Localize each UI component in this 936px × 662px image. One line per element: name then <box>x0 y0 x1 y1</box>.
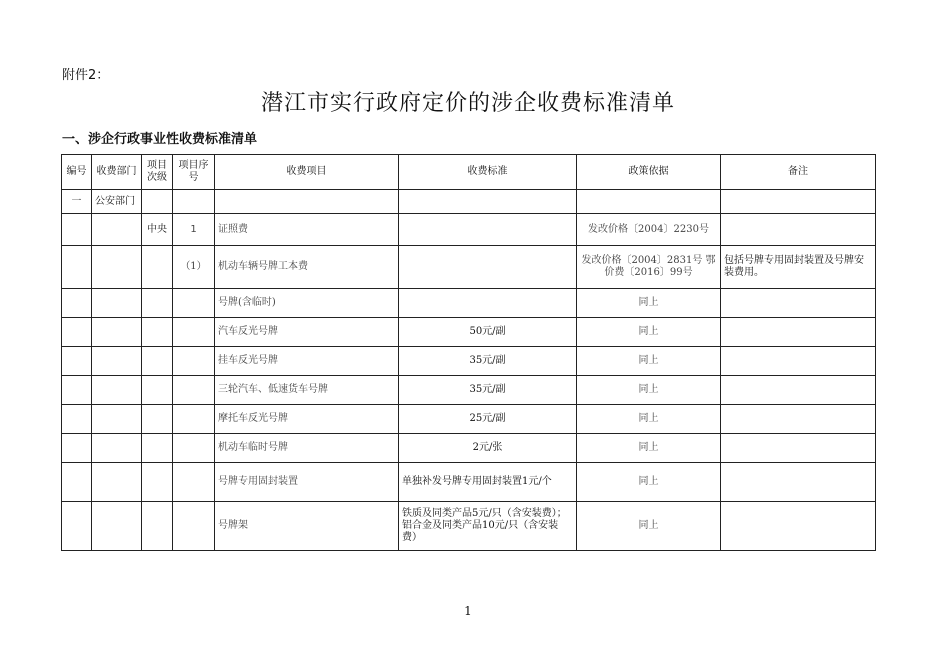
cell-level <box>142 190 173 214</box>
cell-level <box>142 434 173 463</box>
cell-no <box>62 502 92 551</box>
cell-standard: 单独补发号牌专用固封装置1元/个 <box>399 463 577 502</box>
cell-dept <box>92 289 142 318</box>
cell-note: 包括号牌专用固封装置及号牌安装费用。 <box>721 246 876 289</box>
cell-level <box>142 376 173 405</box>
table-row <box>62 405 876 434</box>
column-header-basis: 政策依据 <box>577 155 721 190</box>
cell-standard <box>399 289 577 318</box>
cell-level <box>142 463 173 502</box>
table-row <box>62 214 876 246</box>
cell-level <box>142 405 173 434</box>
fee-table <box>61 154 876 551</box>
cell-standard: 35元/副 <box>399 347 577 376</box>
cell-note <box>721 502 876 551</box>
cell-standard: 铁质及同类产品5元/只（含安装费）；铝合金及同类产品10元/只（含安装费） <box>399 502 577 551</box>
cell-basis: 同上 <box>577 502 721 551</box>
column-header-note: 备注 <box>721 155 876 190</box>
cell-no: 一 <box>62 190 92 214</box>
cell-basis: 发改价格〔2004〕2230号 <box>577 214 721 246</box>
column-header-item: 收费项目 <box>215 155 399 190</box>
page-title: 潜江市实行政府定价的涉企收费标准清单 <box>260 91 675 116</box>
cell-item: 机动车临时号牌 <box>215 434 399 463</box>
cell-note <box>721 347 876 376</box>
cell-standard: 35元/副 <box>399 376 577 405</box>
cell-seq <box>173 347 215 376</box>
cell-dept <box>92 347 142 376</box>
cell-dept <box>92 434 142 463</box>
cell-note <box>721 376 876 405</box>
cell-standard: 25元/副 <box>399 405 577 434</box>
cell-no <box>62 318 92 347</box>
table-row <box>62 347 876 376</box>
cell-standard <box>399 246 577 289</box>
column-header-no: 编号 <box>62 155 92 190</box>
cell-seq <box>173 289 215 318</box>
table-row <box>62 190 876 214</box>
cell-seq <box>173 405 215 434</box>
cell-level <box>142 347 173 376</box>
table-row <box>62 318 876 347</box>
table-row <box>62 434 876 463</box>
column-header-seq: 项目序号 <box>173 155 215 190</box>
cell-dept <box>92 246 142 289</box>
cell-note <box>721 318 876 347</box>
cell-seq <box>173 463 215 502</box>
cell-level <box>142 289 173 318</box>
cell-item: 挂车反光号牌 <box>215 347 399 376</box>
attachment-label: 附件2： <box>62 68 110 83</box>
cell-item: 证照费 <box>215 214 399 246</box>
cell-seq <box>173 318 215 347</box>
cell-basis: 同上 <box>577 405 721 434</box>
cell-dept <box>92 376 142 405</box>
table-row <box>62 289 876 318</box>
cell-note <box>721 405 876 434</box>
cell-note <box>721 214 876 246</box>
cell-dept <box>92 405 142 434</box>
column-header-level: 项目次级 <box>142 155 173 190</box>
cell-dept <box>92 214 142 246</box>
cell-basis: 发改价格〔2004〕2831号 鄂价费〔2016〕99号 <box>577 246 721 289</box>
cell-no <box>62 246 92 289</box>
cell-basis: 同上 <box>577 376 721 405</box>
cell-seq <box>173 376 215 405</box>
table-row <box>62 376 876 405</box>
cell-item: 号牌专用固封装置 <box>215 463 399 502</box>
cell-seq <box>173 434 215 463</box>
cell-item: 摩托车反光号牌 <box>215 405 399 434</box>
table-row <box>62 246 876 289</box>
cell-note <box>721 463 876 502</box>
cell-level <box>142 246 173 289</box>
cell-dept <box>92 318 142 347</box>
cell-item: 号牌架 <box>215 502 399 551</box>
cell-basis: 同上 <box>577 463 721 502</box>
cell-item: 机动车辆号牌工本费 <box>215 246 399 289</box>
cell-basis: 同上 <box>577 434 721 463</box>
cell-level <box>142 318 173 347</box>
cell-seq <box>173 502 215 551</box>
section-heading: 一、涉企行政事业性收费标准清单 <box>62 132 258 147</box>
cell-standard: 50元/副 <box>399 318 577 347</box>
cell-no <box>62 214 92 246</box>
cell-item <box>215 190 399 214</box>
cell-item: 号牌(含临时) <box>215 289 399 318</box>
cell-item: 汽车反光号牌 <box>215 318 399 347</box>
cell-dept <box>92 463 142 502</box>
cell-standard: 2元/张 <box>399 434 577 463</box>
cell-no <box>62 376 92 405</box>
cell-dept <box>92 502 142 551</box>
table-row <box>62 502 876 551</box>
cell-level <box>142 502 173 551</box>
column-header-standard: 收费标准 <box>399 155 577 190</box>
cell-no <box>62 347 92 376</box>
cell-basis <box>577 190 721 214</box>
cell-standard <box>399 190 577 214</box>
cell-item: 三轮汽车、低速货车号牌 <box>215 376 399 405</box>
cell-no <box>62 405 92 434</box>
cell-standard <box>399 214 577 246</box>
column-header-dept: 收费部门 <box>92 155 142 190</box>
table-header-row <box>62 155 876 190</box>
cell-seq <box>173 190 215 214</box>
page-number: 1 <box>464 604 472 618</box>
cell-note <box>721 434 876 463</box>
cell-no <box>62 289 92 318</box>
cell-no <box>62 463 92 502</box>
cell-dept: 公安部门 <box>92 190 142 214</box>
cell-seq: （1） <box>173 246 215 289</box>
cell-note <box>721 289 876 318</box>
cell-basis: 同上 <box>577 347 721 376</box>
cell-seq: 1 <box>173 214 215 246</box>
cell-basis: 同上 <box>577 289 721 318</box>
cell-basis: 同上 <box>577 318 721 347</box>
cell-level: 中央 <box>142 214 173 246</box>
table-row <box>62 463 876 502</box>
cell-note <box>721 190 876 214</box>
cell-no <box>62 434 92 463</box>
